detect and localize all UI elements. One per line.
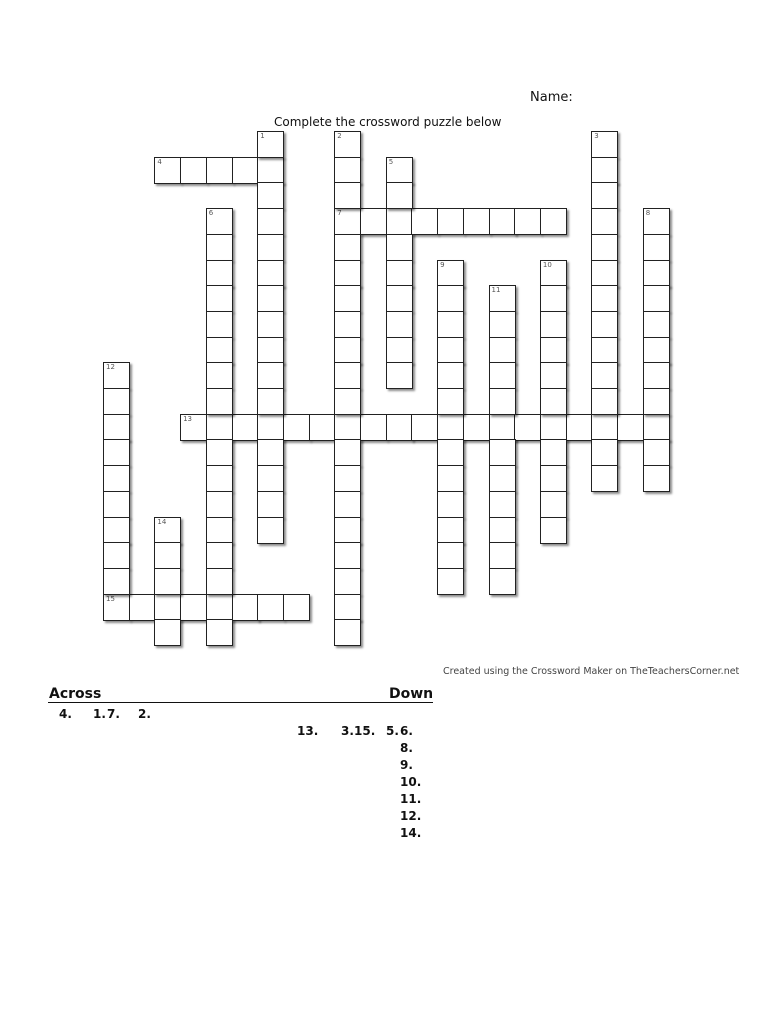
crossword-cell[interactable] (437, 414, 464, 441)
clue-number: 12 (106, 363, 115, 372)
crossword-cell[interactable] (206, 491, 233, 518)
crossword-cell[interactable] (206, 465, 233, 492)
crossword-cell[interactable] (489, 337, 516, 364)
crossword-cell[interactable] (206, 594, 233, 621)
crossword-cell[interactable] (489, 491, 516, 518)
crossword-cell[interactable] (154, 594, 181, 621)
crossword-cell[interactable] (232, 157, 259, 184)
crossword-cell[interactable] (206, 234, 233, 261)
clue-header-rule (48, 702, 433, 703)
clue-number: 2 (337, 132, 342, 140)
crossword-cell[interactable] (232, 414, 259, 441)
clue-label-down-14: 14. (400, 826, 422, 840)
crossword-cell[interactable] (437, 517, 464, 544)
crossword-cell[interactable] (489, 362, 516, 389)
crossword-cell[interactable] (206, 362, 233, 389)
crossword-cell[interactable] (643, 388, 670, 415)
crossword-cell[interactable] (643, 465, 670, 492)
crossword-cell[interactable] (257, 234, 284, 261)
across-heading: Across (49, 686, 102, 702)
clue-number: 14 (157, 517, 167, 526)
crossword-cell[interactable] (334, 311, 361, 338)
clue-number: 8 (645, 209, 651, 218)
clue-label-down-5: 5. (386, 724, 399, 738)
crossword-cell[interactable] (437, 362, 464, 389)
crossword-cell[interactable] (103, 362, 130, 389)
clue-label-down-9: 9. (400, 758, 413, 772)
crossword-cell[interactable] (540, 465, 567, 492)
crossword-cell[interactable] (591, 285, 618, 312)
crossword-cell[interactable] (489, 439, 516, 466)
crossword-cell[interactable] (257, 131, 284, 158)
crossword-cell[interactable] (103, 465, 130, 492)
crossword-cell[interactable] (257, 362, 284, 389)
crossword-cell[interactable] (206, 208, 233, 235)
crossword-cell[interactable] (360, 208, 387, 235)
crossword-cell[interactable] (591, 388, 618, 415)
crossword-cell[interactable] (334, 491, 361, 518)
crossword-cell[interactable] (334, 568, 361, 595)
crossword-cell[interactable] (334, 465, 361, 492)
clue-number: 7 (337, 209, 342, 218)
crossword-cell[interactable] (386, 208, 413, 235)
crossword-cell[interactable] (334, 362, 361, 389)
crossword-cell[interactable] (103, 491, 130, 518)
crossword-cell[interactable] (154, 542, 181, 569)
crossword-cell[interactable] (437, 542, 464, 569)
clue-number: 10 (542, 260, 552, 269)
crossword-cell[interactable] (437, 285, 464, 312)
clue-number: 3 (594, 132, 599, 140)
clue-label-across-4: 4. (59, 707, 72, 721)
crossword-cell[interactable] (334, 260, 361, 287)
crossword-cell[interactable] (386, 337, 413, 364)
crossword-cell[interactable] (206, 285, 233, 312)
name-label: Name: (530, 90, 573, 105)
crossword-cell[interactable] (489, 388, 516, 415)
crossword-cell[interactable] (206, 388, 233, 415)
crossword-cell[interactable] (206, 517, 233, 544)
crossword-cell[interactable] (283, 594, 310, 621)
crossword-cell[interactable] (643, 311, 670, 338)
crossword-cell[interactable] (591, 260, 618, 287)
crossword-cell[interactable] (283, 414, 310, 441)
clue-label-down-8: 8. (400, 741, 413, 755)
crossword-cell[interactable] (129, 594, 156, 621)
clue-number: 13 (183, 414, 193, 423)
crossword-cell[interactable] (540, 439, 567, 466)
crossword-cell[interactable] (437, 491, 464, 518)
clue-number: 5 (388, 157, 394, 166)
crossword-cell[interactable] (591, 311, 618, 338)
clue-label-across-15: 15. (354, 724, 376, 738)
crossword-cell[interactable] (540, 517, 567, 544)
crossword-cell[interactable] (360, 414, 387, 441)
crossword-cell[interactable] (643, 337, 670, 364)
crossword-cell[interactable] (180, 594, 207, 621)
crossword-cell[interactable] (591, 157, 618, 184)
crossword-cell[interactable] (489, 542, 516, 569)
crossword-cell[interactable] (540, 285, 567, 312)
crossword-cell[interactable] (489, 465, 516, 492)
crossword-cell[interactable] (386, 260, 413, 287)
crossword-cell[interactable] (334, 131, 361, 158)
crossword-cell[interactable] (257, 311, 284, 338)
instructions: Complete the crossword puzzle below (274, 115, 502, 129)
crossword-cell[interactable] (437, 465, 464, 492)
clue-label-down-11: 11. (400, 792, 422, 806)
crossword-cell[interactable] (180, 414, 207, 441)
crossword-cell[interactable] (643, 414, 670, 441)
crossword-cell[interactable] (206, 619, 233, 646)
crossword-cell[interactable] (257, 517, 284, 544)
crossword-cell[interactable] (437, 337, 464, 364)
crossword-cell[interactable] (257, 157, 284, 184)
clue-label-down-10: 10. (400, 775, 422, 789)
clue-label-across-13: 13. (297, 724, 319, 738)
crossword-cell[interactable] (257, 208, 284, 235)
crossword-cell[interactable] (437, 208, 464, 235)
clue-label-down-12: 12. (400, 809, 422, 823)
crossword-cell[interactable] (643, 439, 670, 466)
crossword-cell[interactable] (154, 619, 181, 646)
crossword-cell[interactable] (540, 491, 567, 518)
crossword-cell[interactable] (334, 517, 361, 544)
crossword-cell[interactable] (437, 388, 464, 415)
crossword-cell[interactable] (386, 311, 413, 338)
crossword-cell[interactable] (591, 414, 618, 441)
crossword-cell[interactable] (257, 465, 284, 492)
crossword-cell[interactable] (103, 414, 130, 441)
crossword-cell[interactable] (463, 414, 490, 441)
crossword-cell[interactable] (257, 285, 284, 312)
crossword-cell[interactable] (591, 182, 618, 209)
crossword-cell[interactable] (463, 208, 490, 235)
crossword-cell[interactable] (334, 414, 361, 441)
crossword-cell[interactable] (591, 465, 618, 492)
crossword-cell[interactable] (643, 285, 670, 312)
crossword-cell[interactable] (334, 157, 361, 184)
crossword-cell[interactable] (386, 362, 413, 389)
crossword-cell[interactable] (437, 439, 464, 466)
crossword-cell[interactable] (514, 414, 541, 441)
crossword-cell[interactable] (591, 131, 618, 158)
crossword-cell[interactable] (309, 414, 336, 441)
crossword-cell[interactable] (566, 414, 593, 441)
crossword-cell[interactable] (334, 337, 361, 364)
clue-number: 15 (106, 594, 115, 603)
crossword-cell[interactable] (643, 234, 670, 261)
clue-label-down-6: 6. (400, 724, 413, 738)
clue-number: 4 (157, 157, 162, 166)
crossword-cell[interactable] (643, 208, 670, 235)
crossword-cell[interactable] (591, 208, 618, 235)
crossword-cell[interactable] (206, 157, 233, 184)
crossword-cell[interactable] (489, 208, 516, 235)
crossword-cell[interactable] (103, 594, 130, 621)
crossword-cell[interactable] (489, 285, 516, 312)
crossword-cell[interactable] (386, 414, 413, 441)
crossword-cell[interactable] (411, 414, 438, 441)
clue-number: 1 (260, 132, 265, 140)
crossword-cell[interactable] (437, 311, 464, 338)
crossword-cell[interactable] (540, 414, 567, 441)
crossword-cell[interactable] (206, 542, 233, 569)
crossword-cell[interactable] (206, 337, 233, 364)
crossword-cell[interactable] (257, 388, 284, 415)
crossword-cell[interactable] (257, 491, 284, 518)
crossword-cell[interactable] (206, 414, 233, 441)
crossword-cell[interactable] (206, 439, 233, 466)
clue-number: 6 (208, 209, 214, 218)
credit-text: Created using the Crossword Maker on TheTeachersCorner.net (443, 666, 740, 677)
crossword-cell[interactable] (540, 337, 567, 364)
crossword-cell[interactable] (591, 439, 618, 466)
crossword-cell[interactable] (437, 260, 464, 287)
crossword-cell[interactable] (386, 182, 413, 209)
crossword-cell[interactable] (232, 594, 259, 621)
crossword-cell[interactable] (591, 362, 618, 389)
crossword-cell[interactable] (334, 542, 361, 569)
crossword-cell[interactable] (540, 362, 567, 389)
crossword-cell[interactable] (514, 208, 541, 235)
clue-number: 9 (440, 260, 445, 269)
crossword-cell[interactable] (257, 594, 284, 621)
crossword-cell[interactable] (334, 234, 361, 261)
crossword-cell[interactable] (154, 157, 181, 184)
crossword-cell[interactable] (540, 388, 567, 415)
crossword-cell[interactable] (103, 568, 130, 595)
crossword-cell[interactable] (489, 517, 516, 544)
crossword-cell[interactable] (489, 414, 516, 441)
crossword-cell[interactable] (591, 234, 618, 261)
clue-label-down-1: 1. (93, 707, 106, 721)
crossword-cell[interactable] (386, 234, 413, 261)
crossword-cell[interactable] (103, 439, 130, 466)
crossword-cell[interactable] (334, 439, 361, 466)
crossword-cell[interactable] (206, 311, 233, 338)
crossword-cell[interactable] (437, 568, 464, 595)
crossword-cell[interactable] (411, 208, 438, 235)
crossword-cell[interactable] (334, 594, 361, 621)
crossword-cell[interactable] (257, 414, 284, 441)
crossword-cell[interactable] (257, 182, 284, 209)
crossword-cell[interactable] (386, 157, 413, 184)
crossword-cell[interactable] (103, 542, 130, 569)
down-heading: Down (389, 686, 434, 702)
crossword-cell[interactable] (206, 260, 233, 287)
crossword-cell[interactable] (540, 208, 567, 235)
crossword-cell[interactable] (257, 260, 284, 287)
crossword-cell[interactable] (334, 182, 361, 209)
crossword-cell[interactable] (386, 285, 413, 312)
crossword-cell[interactable] (257, 439, 284, 466)
clue-label-down-3: 3. (341, 724, 354, 738)
crossword-cell[interactable] (540, 260, 567, 287)
crossword-cell[interactable] (540, 311, 567, 338)
crossword-cell[interactable] (489, 568, 516, 595)
crossword-cell[interactable] (103, 388, 130, 415)
crossword-cell[interactable] (180, 157, 207, 184)
crossword-cell[interactable] (257, 337, 284, 364)
crossword-cell[interactable] (334, 388, 361, 415)
clue-label-down-2: 2. (138, 707, 151, 721)
crossword-cell[interactable] (617, 414, 644, 441)
crossword-cell[interactable] (154, 568, 181, 595)
crossword-cell[interactable] (334, 619, 361, 646)
crossword-cell[interactable] (103, 517, 130, 544)
clue-label-across-7: 7. (107, 707, 120, 721)
crossword-cell[interactable] (643, 362, 670, 389)
crossword-cell[interactable] (643, 260, 670, 287)
clue-number: 11 (491, 286, 501, 295)
crossword-cell[interactable] (591, 337, 618, 364)
crossword-cell[interactable] (334, 208, 361, 235)
crossword-cell[interactable] (154, 517, 181, 544)
crossword-cell[interactable] (334, 285, 361, 312)
crossword-cell[interactable] (206, 568, 233, 595)
crossword-cell[interactable] (489, 311, 516, 338)
